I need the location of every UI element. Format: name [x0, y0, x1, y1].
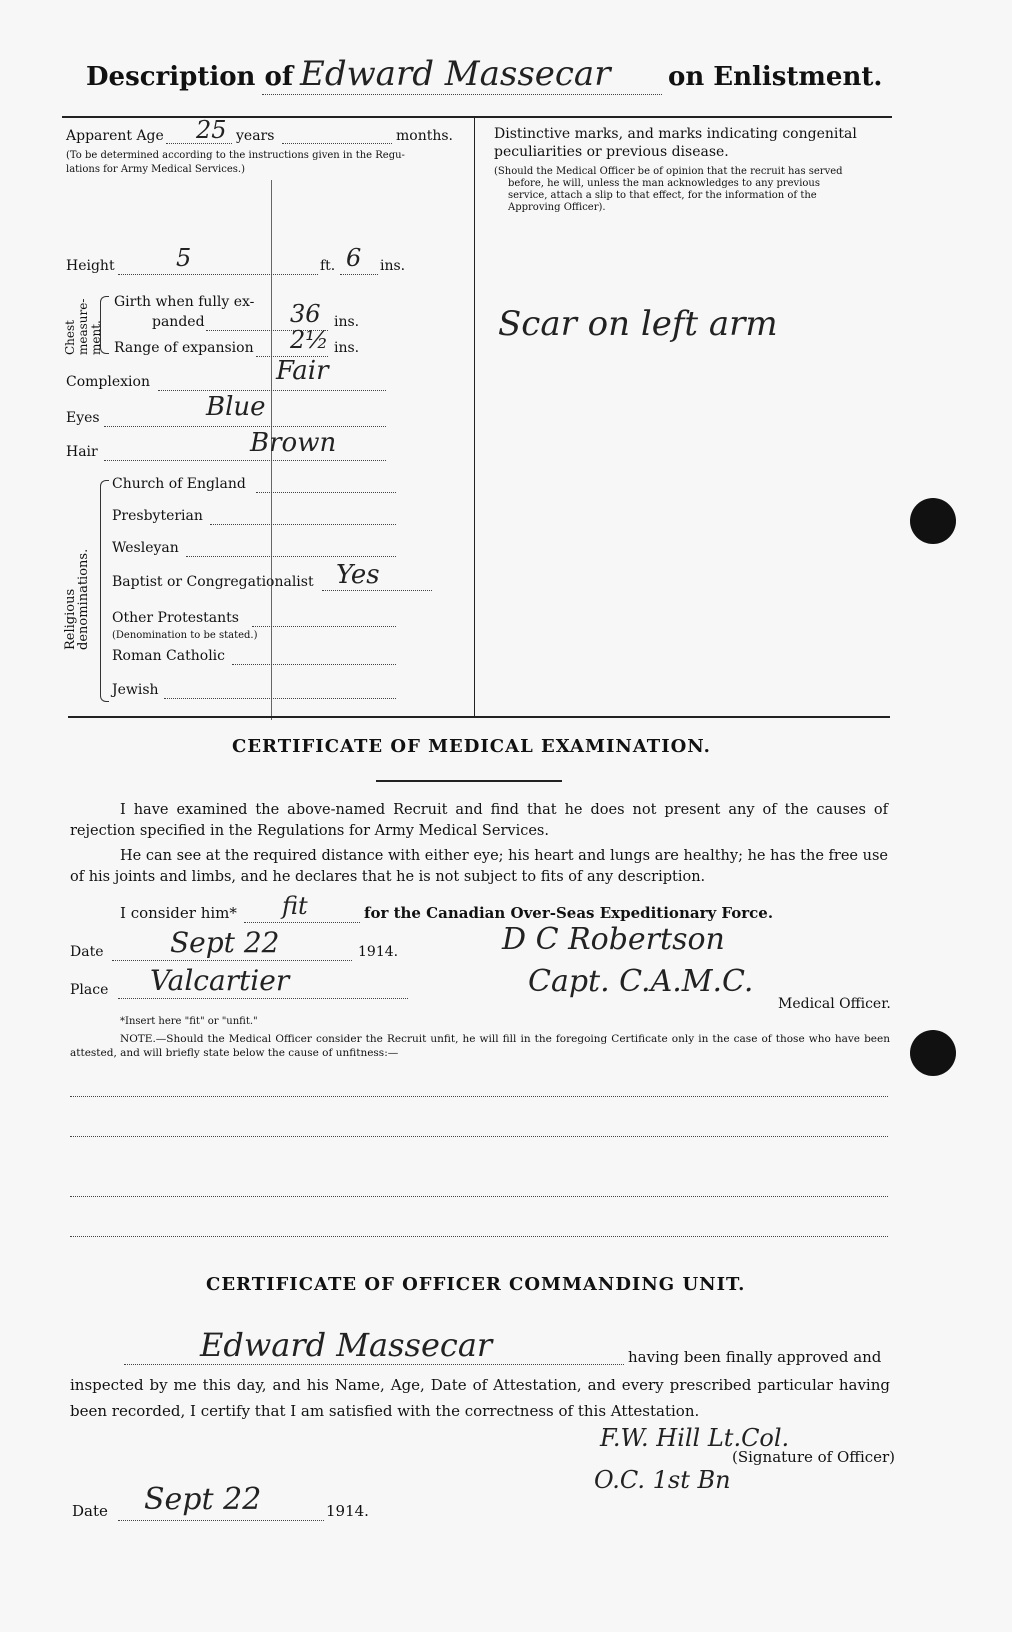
- medical-place-line: [118, 998, 408, 999]
- apparent-age-label: Apparent Age: [66, 128, 164, 144]
- marks-note-4: Approving Officer).: [508, 202, 606, 213]
- distinctive-marks-value: Scar on left arm: [498, 304, 778, 344]
- hair-label: Hair: [66, 444, 98, 460]
- form-title-suffix: on Enlistment.: [668, 62, 883, 92]
- medical-officer-rank: Capt. C.A.M.C.: [528, 964, 754, 999]
- height-label: Height: [66, 258, 115, 274]
- medical-officer-label: Medical Officer.: [778, 996, 891, 1012]
- religion-other-line: [252, 626, 396, 627]
- commanding-date-label: Date: [72, 1502, 108, 1520]
- religion-presbyterian-line: [210, 524, 396, 525]
- consider-prefix: I consider him*: [120, 904, 237, 922]
- column-divider: [474, 118, 475, 716]
- title-name-line: [262, 94, 662, 95]
- height-ft-line: [118, 274, 318, 275]
- section-rule-1: [68, 716, 890, 718]
- months-label: months.: [396, 128, 453, 144]
- hair-value: Brown: [250, 428, 337, 458]
- complexion-label: Complexion: [66, 374, 150, 390]
- commanding-officer-signature: F.W. Hill Lt.Col.: [600, 1424, 790, 1452]
- years-label: years: [236, 128, 275, 144]
- religion-brace: [100, 480, 109, 702]
- medical-place-value: Valcartier: [150, 964, 290, 997]
- consider-value: fit: [282, 892, 308, 920]
- girth-label-2: panded: [152, 314, 205, 330]
- unfit-line-2: [70, 1136, 888, 1137]
- religion-church-of-england: Church of England: [112, 476, 246, 492]
- commanding-para-rest: inspected by me this day, and his Name, Age, Date of Attestation, and every prescribed particular having been recorded, I certify that I am satisfied with the correctness of this Attestation.: [70, 1376, 890, 1420]
- commanding-recruit-name: Edward Massecar: [200, 1326, 493, 1364]
- range-label: Range of expansion: [114, 340, 254, 356]
- religious-denominations-label: Religious denominations.: [63, 548, 91, 650]
- medical-officer-signature: D C Robertson: [502, 922, 725, 957]
- age-note-1: (To be determined according to the instructions given in the Regu-: [66, 150, 405, 161]
- religion-jewish-line: [164, 698, 396, 699]
- complexion-line: [158, 390, 386, 391]
- religion-roman-catholic: Roman Catholic: [112, 648, 225, 664]
- religion-rc-line: [232, 664, 396, 665]
- age-line: [166, 143, 232, 144]
- punch-hole-top: [910, 498, 956, 544]
- unfit-note: NOTE.—Should the Medical Officer consider the Recruit unfit, he will fill in the foregoing Certificate only in the case of those who have been attested, and will briefly state below the cause of unfitness:—: [70, 1033, 890, 1059]
- unfit-line-1: [70, 1096, 888, 1097]
- marks-label-2: peculiarities or previous disease.: [494, 144, 729, 160]
- religion-baptist: Baptist or Congregationalist: [112, 574, 314, 590]
- range-unit: ins.: [334, 340, 360, 356]
- religion-wesleyan-line: [186, 556, 396, 557]
- chest-measurement-label: Chest measure- ment.: [63, 298, 103, 355]
- medical-para-1: I have examined the above-named Recruit and find that he does not present any of the causes of rejection specified in the Regulations for Army Medical Services.: [70, 802, 888, 839]
- commanding-para-start: having been finally approved and: [628, 1348, 882, 1366]
- punch-hole-bottom: [910, 1030, 956, 1076]
- commanding-signature-label: (Signature of Officer): [732, 1448, 896, 1466]
- girth-value: 36: [290, 300, 321, 328]
- girth-unit: ins.: [334, 314, 360, 330]
- medical-place-label: Place: [70, 982, 109, 998]
- commanding-name-line: [124, 1364, 624, 1365]
- unfit-line-3: [70, 1196, 888, 1197]
- girth-label-1: Girth when fully ex-: [114, 294, 255, 310]
- form-title-prefix: Description of: [86, 62, 294, 92]
- height-ft-value: 5: [176, 244, 192, 272]
- religion-baptist-line: [322, 590, 432, 591]
- religion-other-note: (Denomination to be stated.): [112, 630, 258, 641]
- religion-wesleyan: Wesleyan: [112, 540, 179, 556]
- medical-certificate-heading: CERTIFICATE OF MEDICAL EXAMINATION.: [232, 736, 711, 757]
- complexion-value: Fair: [276, 356, 329, 386]
- medical-para-2: He can see at the required distance with either eye; his heart and lungs are healthy; he has the free use of his joints and limbs, and he declares that he is not subject to fits of any description.: [70, 848, 888, 885]
- eyes-line: [104, 426, 386, 427]
- commanding-date-line: [118, 1520, 324, 1521]
- marks-note-1: (Should the Medical Officer be of opinion that the recruit has served: [494, 166, 843, 177]
- religion-coe-line: [256, 492, 396, 493]
- marks-note-2: before, he will, unless the man acknowledges to any previous: [508, 178, 820, 189]
- religion-baptist-value: Yes: [336, 560, 380, 590]
- consider-line: [244, 922, 360, 923]
- medical-year: 1914.: [358, 944, 399, 960]
- marks-label-1: Distinctive marks, and marks indicating congenital: [494, 126, 857, 142]
- religion-jewish: Jewish: [112, 682, 159, 698]
- hair-line: [104, 460, 386, 461]
- header-rule: [62, 116, 892, 118]
- commanding-year: 1914.: [326, 1502, 369, 1520]
- commanding-date-value: Sept 22: [144, 1482, 262, 1517]
- eyes-value: Blue: [206, 392, 266, 422]
- commanding-unit: O.C. 1st Bn: [594, 1466, 731, 1494]
- religion-presbyterian: Presbyterian: [112, 508, 203, 524]
- unfit-line-4: [70, 1236, 888, 1237]
- insert-note: *Insert here "fit" or "unfit.": [120, 1016, 258, 1027]
- recruit-name-handwritten: Edward Massecar: [300, 54, 611, 94]
- height-in-line: [340, 274, 378, 275]
- height-ins-label: ins.: [380, 258, 406, 274]
- consider-suffix: for the Canadian Over-Seas Expeditionary Force.: [364, 904, 774, 922]
- chest-brace: [100, 296, 109, 354]
- months-line: [282, 143, 392, 144]
- age-note-2: lations for Army Medical Services.): [66, 164, 245, 175]
- height-in-value: 6: [346, 244, 362, 272]
- medical-date-line: [112, 960, 352, 961]
- commanding-certificate-heading: CERTIFICATE OF OFFICER COMMANDING UNIT.: [206, 1274, 746, 1295]
- range-value: 2½: [290, 326, 329, 354]
- eyes-label: Eyes: [66, 410, 100, 426]
- medical-date-label: Date: [70, 944, 104, 960]
- height-ft-label: ft.: [320, 258, 336, 274]
- marks-note-3: service, attach a slip to that effect, for the information of the: [508, 190, 817, 201]
- medical-heading-rule: [376, 780, 562, 782]
- religion-other-protestants: Other Protestants: [112, 610, 239, 626]
- age-value: 25: [196, 116, 227, 144]
- medical-date-value: Sept 22: [170, 926, 280, 959]
